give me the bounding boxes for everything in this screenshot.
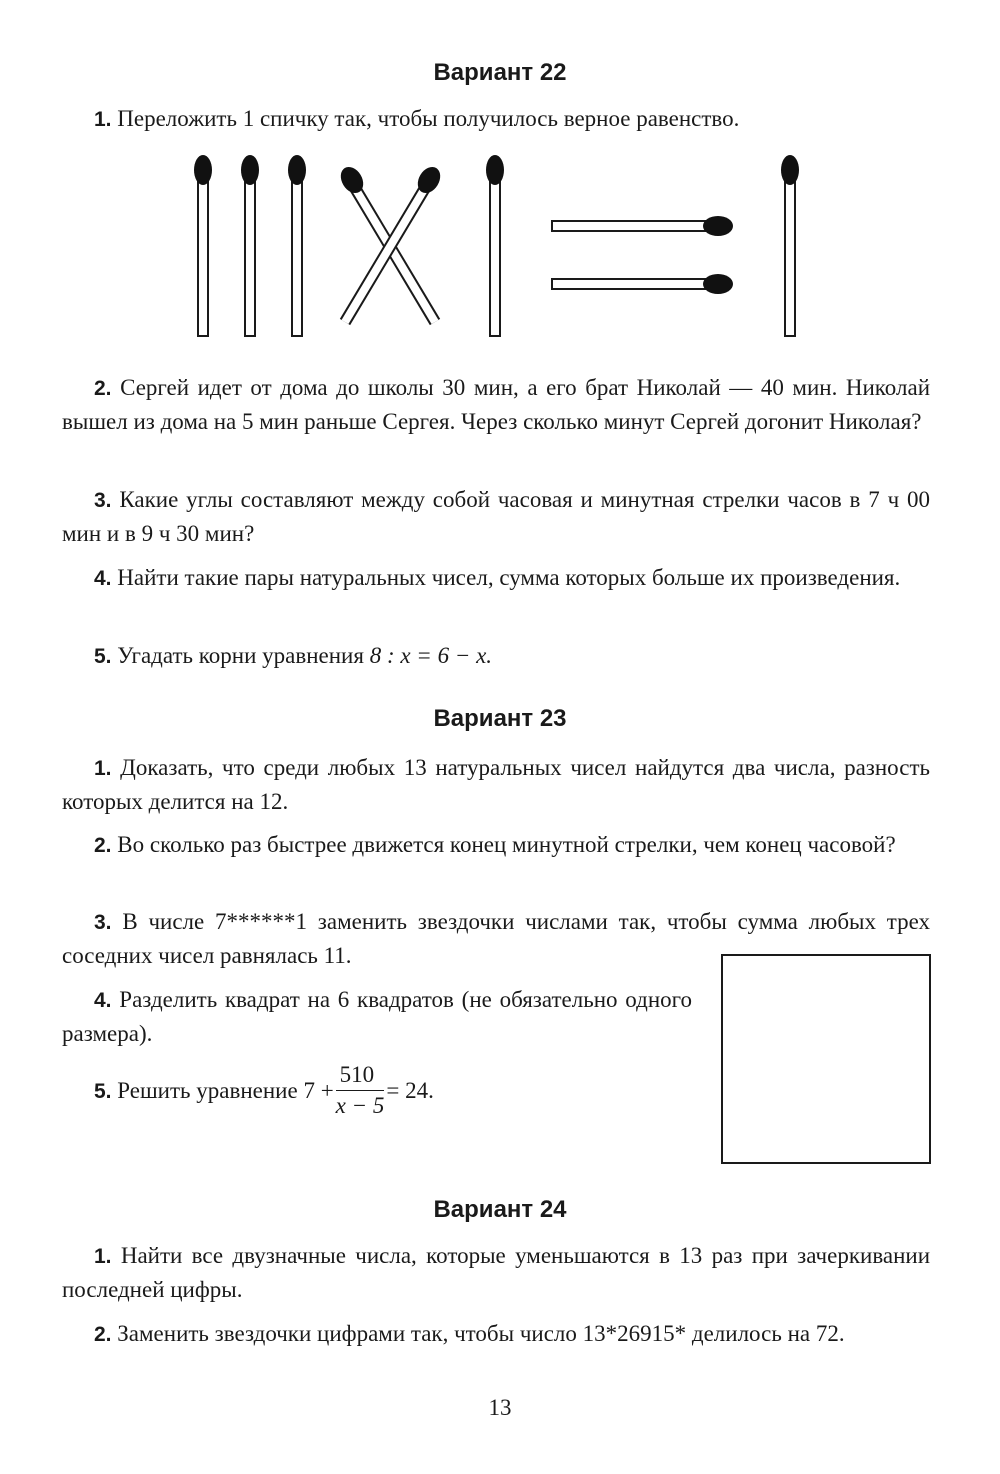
matchstick-equals-bottom xyxy=(552,274,733,294)
task-text: Найти все двузначные числа, которые уменьшаются в 13 раз при зачеркивании последней цифры. xyxy=(62,1243,931,1302)
task-text: В числе 7******1 заменить звездочки числами так, чтобы сумма любых трех соседних чисел равнялась 11. xyxy=(62,909,931,968)
matchstick-4 xyxy=(486,155,504,336)
v23-task-5 xyxy=(62,1062,692,1123)
task-text: Решить уравнение xyxy=(117,1077,298,1103)
matchstick-3 xyxy=(288,155,306,336)
task-text: Угадать корни уравнения xyxy=(117,643,364,668)
task-number: 1. xyxy=(94,108,112,131)
v24-task-2 xyxy=(62,1317,930,1351)
square-figure xyxy=(721,954,931,1164)
equation-left: 7 + xyxy=(303,1077,334,1103)
task-text: Разделить квадрат на 6 квадратов (не обязательно одного размера). xyxy=(62,987,693,1046)
task-text: Найти такие пары натуральных чисел, сумма которых больше их произведения. xyxy=(117,565,901,590)
matchstick-equals-top xyxy=(552,216,733,236)
matchstick-2 xyxy=(241,155,259,336)
matchstick-1 xyxy=(194,155,212,336)
task-number: 4. xyxy=(94,989,112,1012)
v22-task-3 xyxy=(62,483,930,550)
task-number: 1. xyxy=(94,1245,112,1268)
v23-task-1 xyxy=(62,751,930,818)
task-number: 4. xyxy=(94,567,112,590)
task-number: 2. xyxy=(94,1323,112,1346)
v23-task-2 xyxy=(62,828,930,862)
task-text: Какие углы составляют между собой часовая и минутная стрелки часов в 7 ч 00 мин и в 9 ч 30 мин? xyxy=(62,487,930,546)
fraction-numerator: 510 xyxy=(336,1060,385,1091)
fraction xyxy=(336,1060,385,1121)
task-text: Доказать, что среди любых 13 натуральных чисел найдутся два числа, разность которых делится на 12. xyxy=(62,755,931,814)
variant-23-heading: Вариант 23 xyxy=(433,705,567,732)
v22-task-1 xyxy=(62,102,930,136)
task-number: 3. xyxy=(94,911,112,934)
matchstick-puzzle-figure xyxy=(180,150,820,350)
page-number: 13 xyxy=(488,1395,512,1420)
variant-24-heading: Вариант 24 xyxy=(433,1196,567,1223)
task-equation: 8 : x = 6 − x. xyxy=(369,643,493,668)
task-text: Во сколько раз быстрее движется конец минутной стрелки, чем конец часовой? xyxy=(117,832,896,857)
v23-task-4 xyxy=(62,983,692,1050)
v22-task-4 xyxy=(62,561,930,595)
fraction-denominator: x − 5 xyxy=(335,1093,385,1118)
v24-task-1 xyxy=(62,1239,930,1306)
task-number: 2. xyxy=(94,834,112,857)
equation-right: = 24. xyxy=(386,1077,434,1103)
task-text: Заменить звездочки цифрами так, чтобы число 13*26915* делилось на 72. xyxy=(117,1321,845,1346)
matchstick-5 xyxy=(781,155,799,336)
variant-22-heading: Вариант 22 xyxy=(433,59,567,86)
task-number: 3. xyxy=(94,489,112,512)
v22-task-5 xyxy=(62,639,930,673)
task-number: 5. xyxy=(94,645,112,668)
task-text: Переложить 1 спичку так, чтобы получилось верное равенство. xyxy=(117,106,740,131)
task-number: 5. xyxy=(94,1079,112,1103)
task-text: Сергей идет от дома до школы 30 мин, а его брат Николай — 40 мин. Николай вышел из дома на 5 мин раньше Сергея. Через сколько минут Сергей догонит Николая? xyxy=(62,375,931,434)
task-number: 1. xyxy=(94,757,112,780)
task-number: 2. xyxy=(94,377,112,400)
v22-task-2 xyxy=(62,371,930,438)
